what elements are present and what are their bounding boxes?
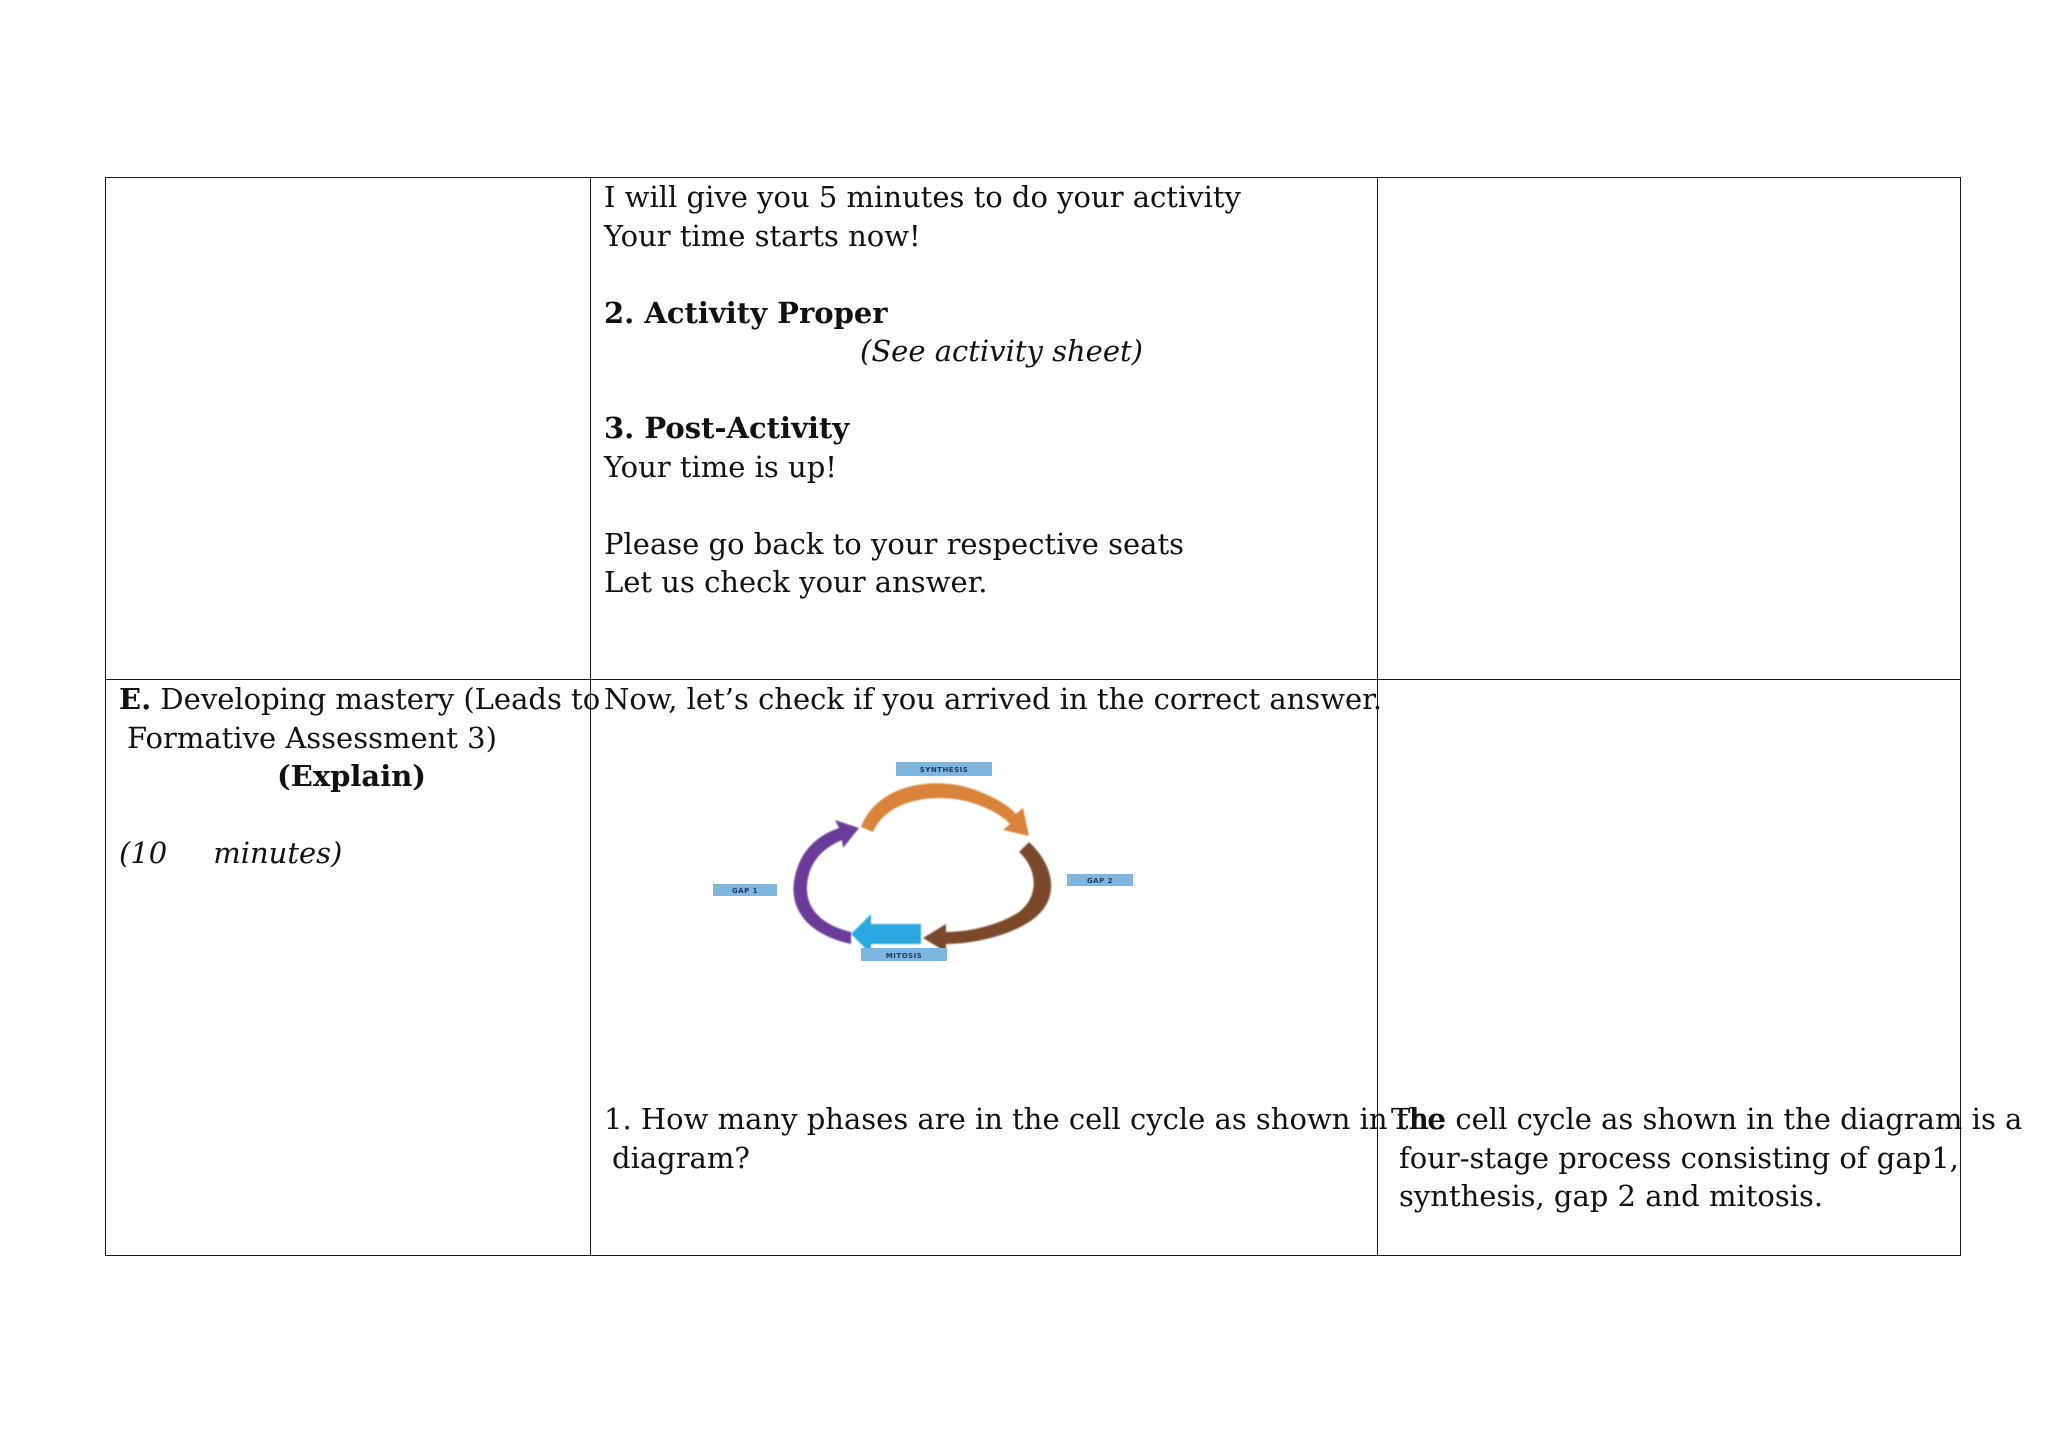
row2-col1-cell — [106, 680, 601, 1256]
explain-label: (Explain) — [277, 759, 427, 793]
question-block — [604, 1100, 1444, 1177]
gap2-label: GAP 2 — [1086, 877, 1114, 885]
gap1-arrow — [793, 820, 859, 944]
gap1-label: GAP 1 — [731, 887, 759, 895]
post-activity-heading: 3. Post-Activity — [604, 411, 850, 445]
section-letter: E. — [119, 682, 152, 716]
instruction-line: I will give you 5 minutes to do your activity — [604, 180, 1241, 214]
answer-text-line2: four-stage process consisting of gap1, — [1399, 1140, 1959, 1175]
instruction-line: Your time is up! — [604, 449, 837, 484]
section-label — [119, 680, 601, 719]
mitosis-label: MITOSIS — [885, 952, 923, 960]
instruction-line: Let us check your answer. — [604, 565, 988, 599]
answer-block — [1391, 1100, 2022, 1216]
synthesis-label: SYNTHESIS — [919, 766, 969, 774]
question-text: 1. How many phases are in the cell cycle as shown in the — [604, 1102, 1445, 1136]
question-text-line2: diagram? — [612, 1140, 750, 1175]
duration-unit: minutes) — [213, 836, 343, 870]
activity-proper-heading: 2. Activity Proper — [604, 295, 888, 330]
duration-number: (10 — [119, 836, 168, 870]
answer-text: The cell cycle as shown in the diagram is a — [1391, 1102, 2023, 1136]
answer-text-line3: synthesis, gap 2 and mitosis. — [1399, 1179, 1824, 1213]
instruction-line: Please go back to your respective seats — [604, 526, 1184, 561]
table-row — [106, 178, 1961, 680]
section-title: Developing mastery (Leads to — [151, 682, 601, 716]
cell-cycle-diagram — [711, 752, 1151, 972]
instruction-line: Your time starts now! — [604, 218, 921, 253]
duration-label — [119, 834, 578, 873]
section-title-line2: Formative Assessment 3) — [127, 720, 497, 755]
row2-col3-cell — [1378, 680, 2023, 1256]
row2-col2-cell — [591, 680, 1445, 1256]
row1-col3-cell — [1378, 178, 1961, 680]
table-row — [106, 680, 1961, 1256]
gap2-arrow — [923, 842, 1051, 952]
lesson-plan-table — [105, 177, 2023, 1256]
see-activity-sheet-note: (See activity sheet) — [860, 334, 1143, 368]
row1-col1-cell — [106, 178, 591, 680]
check-answer-intro: Now, let’s check if you arrived in the correct answer. — [604, 682, 1383, 716]
synthesis-arrow — [861, 783, 1029, 836]
row1-col2-cell — [591, 178, 1378, 680]
